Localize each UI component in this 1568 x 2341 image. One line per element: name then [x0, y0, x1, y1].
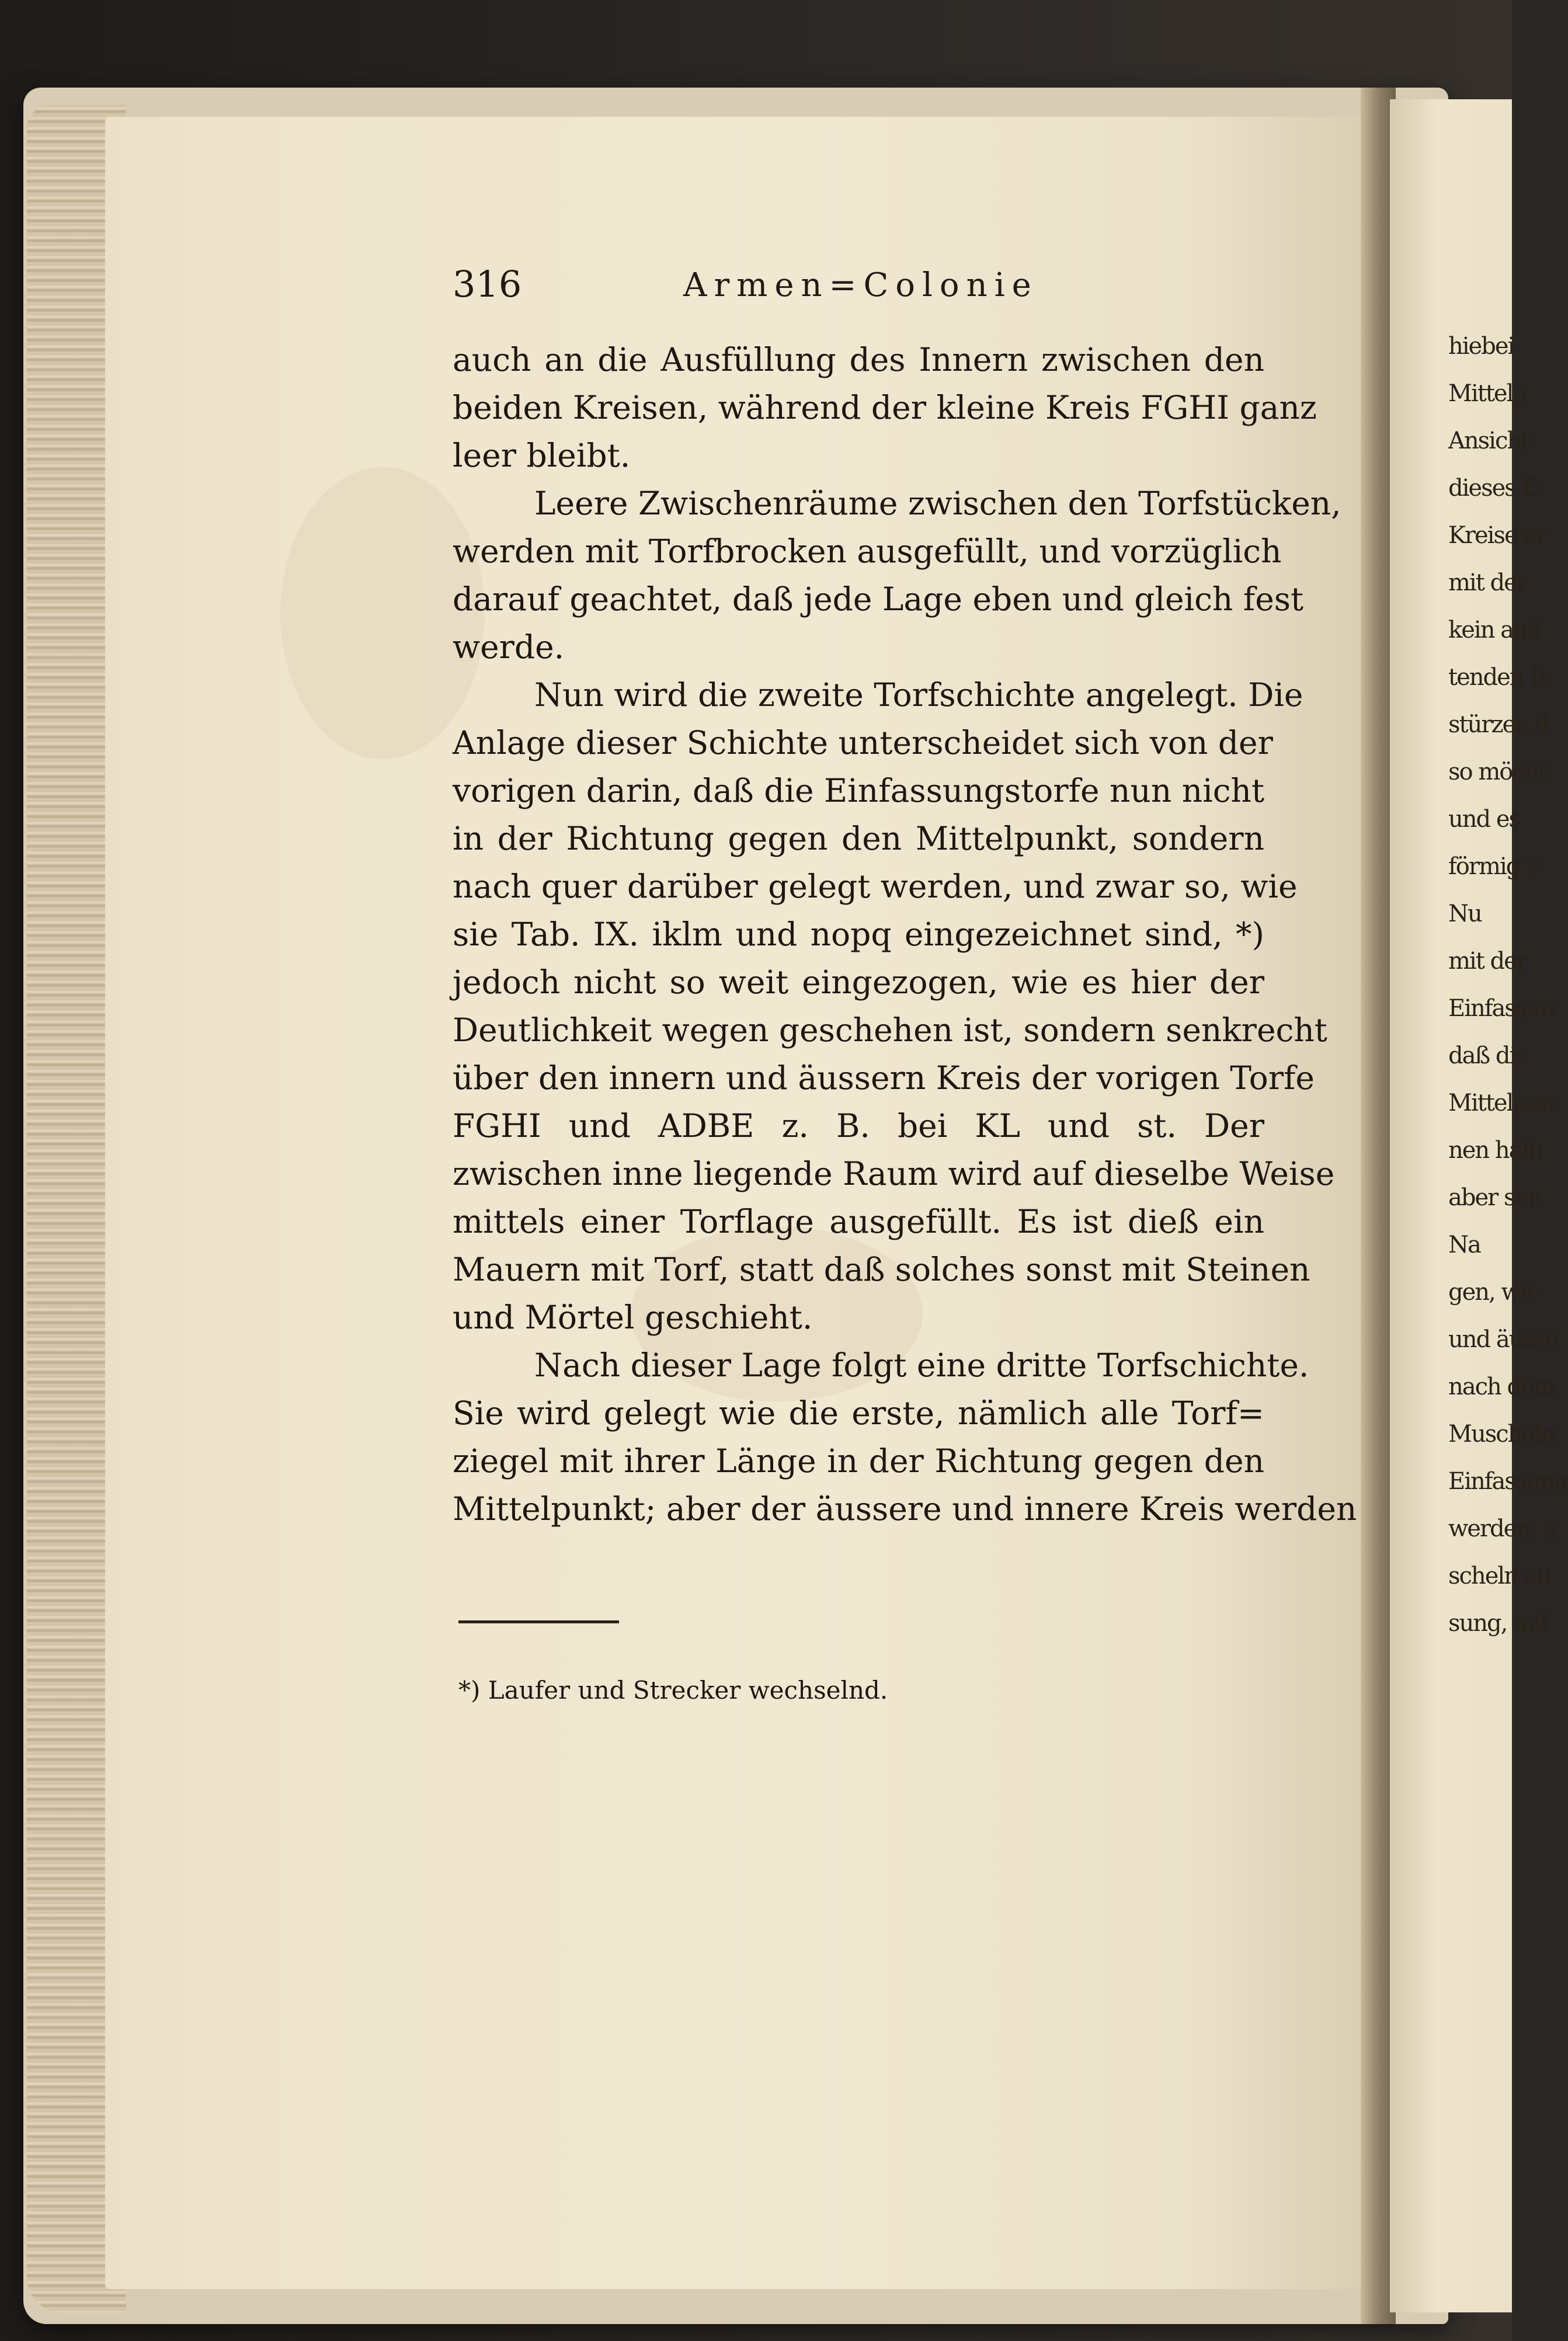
page-number: 316 — [453, 263, 522, 305]
facing-page-line: Mittelp — [1448, 380, 1527, 407]
text-line: ziegel mit ihrer Länge in der Richtung gegen den — [453, 1442, 1264, 1480]
footnote-rule — [458, 1620, 619, 1623]
text-line: jedoch nicht so weit eingezogen, wie es hier der — [453, 963, 1264, 1001]
text-line: sie Tab. IX. iklm und nopq eingezeichnet sind, *) — [453, 916, 1264, 953]
text-line: Mittelpunkt; aber der äussere und innere Kreis werden — [453, 1490, 1357, 1528]
page-header — [453, 263, 1258, 321]
facing-page-line: werden, u — [1448, 1515, 1557, 1542]
text-line: Sie wird gelegt wie die erste, nämlich alle Torf= — [453, 1394, 1264, 1432]
facing-page-line: Na — [1448, 1232, 1480, 1258]
footnote: *) Laufer und Strecker wechselnd. — [458, 1676, 888, 1705]
facing-page-line: Mittelpun — [1448, 1090, 1555, 1116]
text-line: mittels einer Torflage ausgefüllt. Es ist dieß ein — [453, 1203, 1264, 1240]
text-line: über den innern und äussern Kreis der vorigen Torfe — [453, 1059, 1315, 1097]
facing-page-line: kein and — [1448, 617, 1541, 643]
text-line: Anlage dieser Schichte unterscheidet sich von der — [453, 724, 1273, 761]
text-line: Deutlichkeit wegen geschehen ist, sondern senkrecht — [453, 1011, 1327, 1049]
facing-page-line: und es — [1448, 806, 1520, 833]
facing-page-line: stürzen d — [1448, 711, 1549, 738]
facing-page-line: dieses E — [1448, 475, 1538, 502]
text-line: Mauern mit Torf, statt daß solches sonst mit Steinen — [453, 1251, 1310, 1288]
text-line: auch an die Ausfüllung des Innern zwischen den — [453, 341, 1264, 378]
text-line: vorigen darin, daß die Einfassungstorfe nun nicht — [453, 772, 1265, 809]
facing-page-line: so möcht — [1448, 759, 1546, 785]
facing-page-line: Kreise er — [1448, 522, 1546, 549]
facing-page-line: nen halb — [1448, 1137, 1542, 1164]
facing-page-line: scheln au — [1448, 1563, 1551, 1589]
text-line: in der Richtung gegen den Mittelpunkt, sondern — [453, 820, 1264, 857]
text-line: Nun wird die zweite Torfschichte angelegt. Die — [534, 676, 1303, 714]
text-line: Nach dieser Lage folgt eine dritte Torfschichte. — [534, 1347, 1309, 1384]
facing-page — [1390, 99, 1568, 2312]
running-head: Armen=Colonie — [683, 266, 1038, 304]
text-line: Leere Zwischenräume zwischen den Torfstücken, — [534, 485, 1341, 522]
text-line: und Mörtel geschieht. — [453, 1299, 813, 1336]
text-line: darauf geachtet, daß jede Lage eben und gleich fest — [453, 580, 1304, 618]
facing-page-line: Einfassung — [1448, 1468, 1568, 1495]
facing-page-line: förmig v — [1448, 853, 1538, 880]
facing-page-line: mit der — [1448, 948, 1527, 975]
facing-page-line: gen, wir — [1448, 1279, 1536, 1306]
facing-page-line: Ansicht — [1448, 427, 1529, 454]
text-line: beiden Kreisen, während der kleine Kreis FGHI ganz — [453, 389, 1317, 426]
facing-page-line: und äusse — [1448, 1326, 1557, 1353]
text-line: leer bleibt. — [453, 437, 631, 474]
facing-page-line: sung, mit — [1448, 1610, 1549, 1637]
text-line: werden mit Torfbrocken ausgefüllt, und vorzüglich — [453, 533, 1282, 570]
facing-page-line: Nu — [1448, 900, 1482, 927]
facing-page-line: hiebei — [1448, 333, 1514, 360]
text-line: werde. — [453, 628, 565, 666]
facing-page-line: daß die — [1448, 1042, 1528, 1069]
text-line: FGHI und ADBE z. B. bei KL und st. Der — [453, 1107, 1264, 1145]
text-line: zwischen inne liegende Raum wird auf dieselbe Weise — [453, 1155, 1335, 1192]
facing-page-line: Muscheln — [1448, 1421, 1555, 1448]
facing-page-line: Einfassun — [1448, 995, 1554, 1022]
facing-page-line: aber sen — [1448, 1184, 1541, 1211]
text-line: nach quer darüber gelegt werden, und zwar so, wie — [453, 868, 1298, 905]
facing-page-line: nach dem — [1448, 1373, 1555, 1400]
facing-page-line: tenden B — [1448, 664, 1546, 691]
facing-page-line: mit der — [1448, 569, 1527, 596]
